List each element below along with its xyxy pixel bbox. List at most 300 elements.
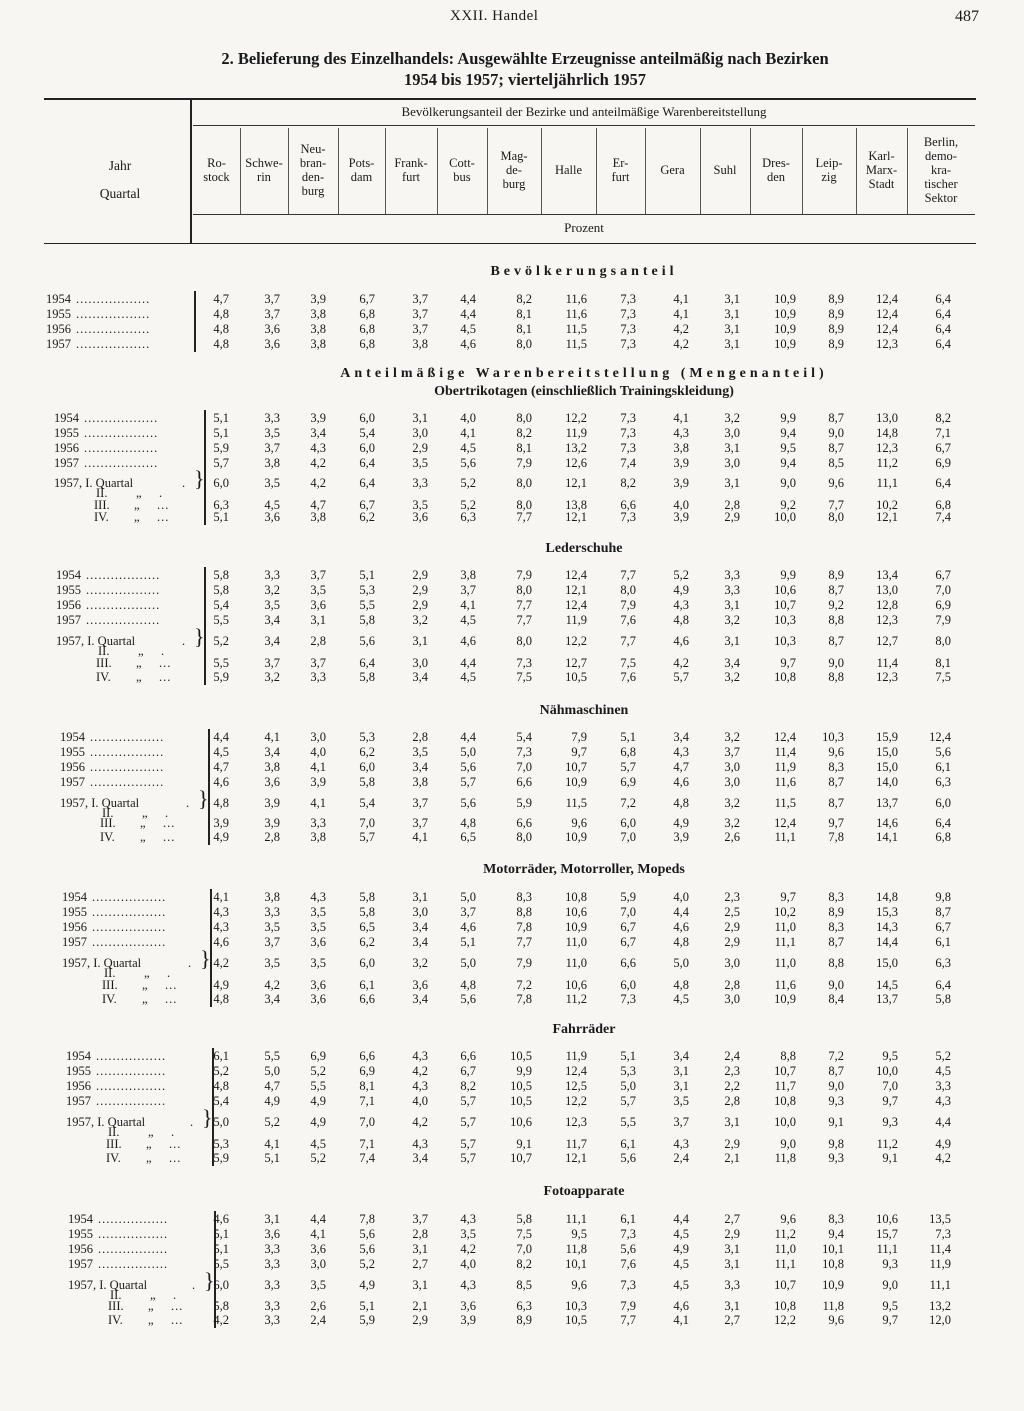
table-cell: 9,7	[571, 745, 587, 759]
table-cell: 4,8	[213, 796, 229, 810]
table-cell: 8,9	[828, 322, 844, 336]
table-cell: 9,2	[828, 598, 844, 612]
table-cell: 7,0	[935, 583, 951, 597]
column-divider	[338, 128, 339, 214]
table-cell: 12,1	[876, 510, 898, 524]
table-cell: 3,4	[412, 1151, 428, 1165]
table-cell: 3,9	[264, 816, 280, 830]
section-title: Lederschuhe	[545, 541, 623, 556]
table-row	[0, 890, 1024, 904]
table-cell: 4,3	[412, 1079, 428, 1093]
table-row	[0, 1242, 1024, 1256]
table-cell: 9,1	[828, 1115, 844, 1129]
table-cell: 7,3	[620, 992, 636, 1006]
table-cell: 8,1	[935, 656, 951, 670]
table-cell: 9,4	[780, 426, 796, 440]
column-header: Pots- dam	[348, 156, 375, 184]
table-cell: 3,5	[310, 920, 326, 934]
dot-leader: .................	[98, 1227, 169, 1241]
table-cell: 4,6	[673, 634, 689, 648]
table-cell: 10,9	[774, 337, 796, 351]
table-cell: 5,1	[213, 510, 229, 524]
table-cell: 11,6	[565, 292, 587, 306]
table-cell: 4,4	[460, 656, 476, 670]
table-cell: 5,0	[460, 956, 476, 970]
table-cell: 10,9	[774, 292, 796, 306]
table-cell: 9,0	[828, 1079, 844, 1093]
table-cell: 4,6	[460, 920, 476, 934]
table-cell: 7,7	[620, 1313, 636, 1327]
table-cell: 9,0	[780, 476, 796, 490]
table-cell: 3,9	[264, 796, 280, 810]
table-row	[0, 1151, 1024, 1165]
table-cell: 9,5	[882, 1049, 898, 1063]
table-cell: 5,8	[359, 613, 375, 627]
table-cell: 4,9	[673, 583, 689, 597]
table-cell: 7,7	[516, 598, 532, 612]
table-cell: 4,6	[213, 1212, 229, 1226]
table-cell: 5,5	[310, 1079, 326, 1093]
column-divider	[240, 128, 241, 214]
table-cell: 4,6	[213, 775, 229, 789]
table-cell: 3,8	[310, 307, 326, 321]
table-cell: 10,8	[774, 1094, 796, 1108]
dot-leader: .	[182, 634, 187, 648]
row-label: 1957	[66, 1094, 91, 1108]
table-cell: 2,9	[724, 1227, 740, 1241]
table-cell: 5,7	[460, 1094, 476, 1108]
table-cell: 12,7	[876, 634, 898, 648]
table-cell: 3,5	[310, 583, 326, 597]
column-divider	[437, 128, 438, 214]
table-cell: 5,6	[359, 1242, 375, 1256]
table-cell: 5,4	[213, 1094, 229, 1108]
table-cell: 11,2	[774, 1227, 796, 1241]
table-cell: 7,3	[516, 745, 532, 759]
table-cell: 5,5	[620, 1115, 636, 1129]
table-cell: 8,7	[828, 441, 844, 455]
table-cell: 11,5	[565, 322, 587, 336]
table-cell: 8,7	[828, 1064, 844, 1078]
column-header: Leip- zig	[815, 156, 843, 184]
table-cell: 6,0	[359, 956, 375, 970]
table-cell: 6,5	[359, 920, 375, 934]
dot-leader: „ ...	[140, 816, 176, 830]
table-cell: 3,3	[264, 1242, 280, 1256]
table-row	[0, 992, 1024, 1006]
row-label: 1955	[54, 426, 79, 440]
table-row	[0, 775, 1024, 789]
table-cell: 8,1	[516, 322, 532, 336]
table-cell: 2,3	[724, 1064, 740, 1078]
column-divider	[907, 128, 908, 214]
table-cell: 3,7	[264, 441, 280, 455]
dot-leader: „ ...	[142, 978, 178, 992]
table-cell: 3,7	[460, 583, 476, 597]
table-cell: 3,6	[310, 935, 326, 949]
table-cell: 2,9	[412, 598, 428, 612]
table-cell: 7,9	[935, 613, 951, 627]
dot-leader: ..................	[90, 730, 165, 744]
table-cell: 11,8	[822, 1299, 844, 1313]
table-cell: 4,6	[460, 337, 476, 351]
table-cell: 10,9	[565, 775, 587, 789]
column-divider	[596, 128, 597, 214]
table-cell: 8,1	[359, 1079, 375, 1093]
table-cell: 3,1	[412, 1242, 428, 1256]
table-cell: 4,7	[213, 760, 229, 774]
table-cell: 3,5	[264, 476, 280, 490]
table-cell: 12,2	[565, 634, 587, 648]
table-cell: 6,0	[620, 978, 636, 992]
table-cell: 3,2	[724, 613, 740, 627]
table-cell: 5,6	[359, 634, 375, 648]
quarter-brace: }	[200, 946, 211, 971]
table-cell: 11,5	[774, 796, 796, 810]
row-label: III.	[100, 816, 116, 830]
table-cell: 3,4	[412, 935, 428, 949]
table-cell: 2,1	[724, 1151, 740, 1165]
dot-leader: „ .	[136, 486, 164, 500]
table-cell: 5,8	[359, 905, 375, 919]
table-cell: 4,5	[460, 613, 476, 627]
row-label: 1957	[68, 1257, 93, 1271]
table-cell: 7,8	[828, 830, 844, 844]
table-cell: 5,7	[620, 1094, 636, 1108]
table-cell: 9,2	[780, 498, 796, 512]
table-cell: 7,3	[935, 1227, 951, 1241]
table-cell: 14,4	[876, 935, 898, 949]
table-cell: 2,8	[412, 1227, 428, 1241]
table-cell: 9,8	[828, 1137, 844, 1151]
column-divider	[385, 128, 386, 214]
table-row	[0, 1049, 1024, 1063]
table-cell: 3,3	[724, 1278, 740, 1292]
row-label: IV.	[94, 510, 109, 524]
table-cell: 15,3	[876, 905, 898, 919]
table-cell: 4,5	[460, 322, 476, 336]
table-cell: 6,1	[620, 1212, 636, 1226]
table-title	[100, 48, 950, 90]
table-cell: 7,9	[516, 456, 532, 470]
table-cell: 3,1	[412, 1278, 428, 1292]
table-cell: 4,0	[673, 890, 689, 904]
row-label: 1954	[62, 890, 87, 904]
table-cell: 4,2	[935, 1151, 951, 1165]
table-cell: 14,1	[876, 830, 898, 844]
table-cell: 3,1	[412, 634, 428, 648]
table-cell: 4,3	[310, 890, 326, 904]
row-label: II.	[110, 1288, 122, 1302]
table-cell: 11,0	[774, 1242, 796, 1256]
dot-leader: ..................	[92, 905, 167, 919]
page-header	[0, 6, 1024, 28]
table-cell: 4,2	[673, 656, 689, 670]
table-cell: 3,5	[412, 745, 428, 759]
table-cell: 2,6	[724, 830, 740, 844]
table-cell: 8,7	[828, 411, 844, 425]
table-cell: 3,8	[673, 441, 689, 455]
table-cell: 5,3	[359, 583, 375, 597]
table-cell: 8,0	[620, 583, 636, 597]
dot-leader: ..................	[86, 568, 161, 582]
table-cell: 10,9	[565, 830, 587, 844]
table-cell: 6,4	[359, 656, 375, 670]
table-cell: 4,2	[213, 956, 229, 970]
table-cell: 3,5	[264, 956, 280, 970]
table-cell: 3,7	[412, 1212, 428, 1226]
table-cell: 8,0	[935, 634, 951, 648]
table-cell: 6,9	[620, 775, 636, 789]
table-cell: 4,3	[412, 1137, 428, 1151]
column-header: Halle	[554, 163, 583, 177]
table-cell: 12,1	[565, 583, 587, 597]
table-cell: 7,7	[620, 634, 636, 648]
table-cell: 3,6	[310, 978, 326, 992]
table-cell: 6,4	[359, 476, 375, 490]
table-cell: 7,7	[516, 510, 532, 524]
table-cell: 4,5	[673, 1278, 689, 1292]
table-cell: 4,3	[460, 1278, 476, 1292]
table-cell: 3,2	[412, 956, 428, 970]
row-label: 1955	[68, 1227, 93, 1241]
table-cell: 4,4	[460, 730, 476, 744]
table-cell: 10,2	[876, 498, 898, 512]
row-label: 1957	[60, 775, 85, 789]
table-cell: 2,8	[310, 634, 326, 648]
dot-leader: „ ...	[136, 670, 172, 684]
table-cell: 3,4	[412, 992, 428, 1006]
table-cell: 4,2	[213, 1313, 229, 1327]
row-label: 1954	[60, 730, 85, 744]
table-cell: 12,3	[876, 441, 898, 455]
table-cell: 4,4	[460, 307, 476, 321]
row-label: 1957	[46, 337, 71, 351]
table-cell: 4,1	[264, 730, 280, 744]
dot-leader: „ .	[142, 806, 170, 820]
table-cell: 3,3	[724, 583, 740, 597]
table-cell: 11,0	[774, 920, 796, 934]
table-cell: 3,0	[724, 760, 740, 774]
table-cell: 8,0	[516, 498, 532, 512]
table-cell: 3,1	[724, 322, 740, 336]
table-cell: 10,5	[510, 1079, 532, 1093]
table-cell: 5,1	[264, 1151, 280, 1165]
table-cell: 4,3	[673, 426, 689, 440]
table-row	[0, 322, 1024, 336]
table-cell: 5,2	[359, 1257, 375, 1271]
table-cell: 10,3	[565, 1299, 587, 1313]
table-cell: 7,7	[828, 498, 844, 512]
table-cell: 11,5	[565, 796, 587, 810]
row-label: 1957, I. Quartal	[60, 796, 140, 810]
table-cell: 4,8	[673, 935, 689, 949]
table-cell: 3,8	[310, 830, 326, 844]
table-cell: 12,2	[565, 411, 587, 425]
table-cell: 11,1	[929, 1278, 951, 1292]
table-cell: 7,3	[620, 1278, 636, 1292]
table-cell: 11,1	[565, 1212, 587, 1226]
table-cell: 7,9	[571, 730, 587, 744]
table-cell: 10,2	[774, 905, 796, 919]
table-cell: 7,1	[935, 426, 951, 440]
table-cell: 3,4	[310, 426, 326, 440]
table-cell: 2,9	[724, 1137, 740, 1151]
table-cell: 9,6	[828, 745, 844, 759]
table-cell: 8,9	[828, 307, 844, 321]
row-header: Jahr Quartal	[99, 158, 141, 201]
table-cell: 4,8	[673, 796, 689, 810]
table-cell: 3,8	[310, 322, 326, 336]
table-cell: 7,4	[935, 510, 951, 524]
table-cell: 5,5	[264, 1049, 280, 1063]
table-cell: 5,1	[359, 1299, 375, 1313]
table-cell: 4,2	[460, 1242, 476, 1256]
table-cell: 4,1	[673, 1313, 689, 1327]
table-cell: 4,0	[673, 498, 689, 512]
table-cell: 5,2	[213, 1064, 229, 1078]
table-cell: 12,4	[929, 730, 951, 744]
table-cell: 4,0	[310, 745, 326, 759]
table-cell: 12,1	[565, 476, 587, 490]
table-cell: 4,8	[213, 337, 229, 351]
table-cell: 2,9	[412, 568, 428, 582]
table-cell: 3,2	[264, 670, 280, 684]
table-cell: 9,4	[780, 456, 796, 470]
stub-divider	[190, 100, 192, 243]
table-cell: 2,6	[310, 1299, 326, 1313]
table-cell: 11,1	[774, 1257, 796, 1271]
table-cell: 3,8	[460, 568, 476, 582]
table-cell: 7,0	[620, 830, 636, 844]
table-cell: 9,5	[882, 1299, 898, 1313]
table-cell: 13,4	[876, 568, 898, 582]
table-row	[0, 1212, 1024, 1226]
table-cell: 6,4	[935, 476, 951, 490]
table-cell: 7,7	[516, 935, 532, 949]
table-cell: 6,8	[359, 322, 375, 336]
table-cell: 6,6	[359, 1049, 375, 1063]
table-cell: 3,3	[264, 905, 280, 919]
row-label: II.	[108, 1125, 120, 1139]
table-cell: 3,4	[412, 760, 428, 774]
table-cell: 5,8	[359, 670, 375, 684]
table-cell: 4,9	[213, 978, 229, 992]
dot-leader: ..................	[76, 322, 151, 336]
table-cell: 3,2	[412, 613, 428, 627]
table-top-rule	[44, 98, 976, 100]
table-cell: 5,0	[673, 956, 689, 970]
table-cell: 4,3	[412, 1049, 428, 1063]
table-cell: 9,0	[882, 1278, 898, 1292]
table-cell: 5,1	[460, 935, 476, 949]
column-divider	[541, 128, 542, 214]
table-cell: 7,3	[620, 322, 636, 336]
table-cell: 6,1	[213, 1049, 229, 1063]
table-cell: 5,6	[460, 456, 476, 470]
table-cell: 7,7	[516, 613, 532, 627]
table-cell: 3,1	[724, 634, 740, 648]
table-cell: 5,4	[516, 730, 532, 744]
table-cell: 5,7	[359, 830, 375, 844]
table-cell: 10,7	[510, 1151, 532, 1165]
table-cell: 11,9	[565, 1049, 587, 1063]
table-cell: 2,8	[412, 730, 428, 744]
table-cell: 8,2	[460, 1079, 476, 1093]
section-title: Fotoapparate	[543, 1184, 625, 1199]
table-cell: 9,3	[828, 1151, 844, 1165]
row-label: IV.	[96, 670, 111, 684]
row-label: 1954	[66, 1049, 91, 1063]
table-cell: 10,8	[774, 670, 796, 684]
quarter-brace: }	[204, 1268, 215, 1293]
table-cell: 8,1	[516, 307, 532, 321]
table-cell: 9,7	[882, 1313, 898, 1327]
table-cell: 8,9	[516, 1313, 532, 1327]
table-row	[0, 935, 1024, 949]
table-cell: 11,0	[565, 956, 587, 970]
column-header: Suhl	[713, 163, 737, 177]
row-label: 1954	[54, 411, 79, 425]
table-cell: 3,2	[724, 670, 740, 684]
table-cell: 4,9	[264, 1094, 280, 1108]
table-cell: 15,7	[876, 1227, 898, 1241]
table-cell: 8,5	[828, 456, 844, 470]
table-cell: 3,9	[673, 476, 689, 490]
table-cell: 12,4	[876, 292, 898, 306]
table-cell: 4,4	[935, 1115, 951, 1129]
table-cell: 8,2	[516, 292, 532, 306]
table-cell: 5,6	[620, 1151, 636, 1165]
table-cell: 9,1	[516, 1137, 532, 1151]
table-cell: 3,0	[724, 426, 740, 440]
table-cell: 5,9	[213, 441, 229, 455]
table-cell: 6,7	[620, 935, 636, 949]
dot-leader: „ .	[144, 966, 172, 980]
table-cell: 6,7	[359, 292, 375, 306]
table-cell: 6,6	[460, 1049, 476, 1063]
table-cell: 14,8	[876, 890, 898, 904]
table-cell: 5,5	[359, 598, 375, 612]
column-header: Schwe- rin	[245, 156, 283, 184]
dot-leader: ..................	[76, 337, 151, 351]
table-cell: 7,3	[620, 441, 636, 455]
table-cell: 4,7	[213, 292, 229, 306]
table-row	[0, 292, 1024, 306]
table-cell: 13,0	[876, 583, 898, 597]
table-cell: 10,7	[774, 598, 796, 612]
table-cell: 8,7	[828, 935, 844, 949]
table-cell: 12,3	[876, 337, 898, 351]
table-cell: 3,3	[264, 1257, 280, 1271]
table-cell: 3,1	[673, 1064, 689, 1078]
table-cell: 3,0	[412, 656, 428, 670]
row-label: 1955	[56, 583, 81, 597]
dot-leader: „ ...	[142, 992, 178, 1006]
table-cell: 7,4	[620, 456, 636, 470]
table-cell: 3,4	[724, 656, 740, 670]
table-cell: 7,4	[359, 1151, 375, 1165]
table-cell: 3,9	[673, 456, 689, 470]
table-cell: 8,9	[828, 905, 844, 919]
table-cell: 3,7	[310, 656, 326, 670]
table-cell: 5,5	[213, 613, 229, 627]
dot-leader: „ ...	[134, 510, 170, 524]
table-cell: 3,5	[264, 920, 280, 934]
table-cell: 15,0	[876, 760, 898, 774]
table-cell: 2,7	[412, 1257, 428, 1271]
table-cell: 6,3	[516, 1299, 532, 1313]
